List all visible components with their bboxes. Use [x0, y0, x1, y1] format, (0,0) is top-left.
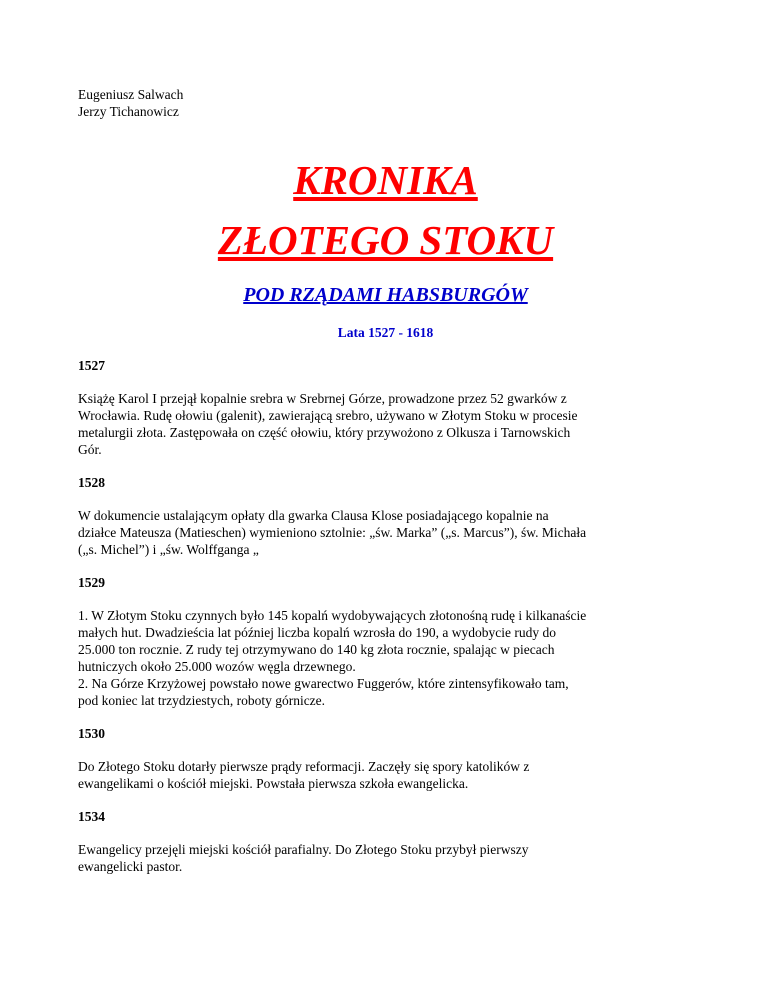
title-line-2: ZŁOTEGO STOKU: [217, 217, 554, 263]
author-name: Eugeniusz Salwach: [78, 87, 184, 102]
chronicle-entry: [78, 474, 693, 558]
entry-text: 1. W Złotym Stoku czynnych było 145 kopalń wydobywających złotonośną rudę i kilkanaście małych hut. Dwadzieścia lat później liczba kopalń wzrosła do 190, a wydobycie rudy do 25.000 ton rocznie. Z rudy tej otrzymywano do 140 kg złota rocznie, spalając w piecach hutniczych około 25.000 wozów węgla drzewnego. 2. Na Górze Krzyżowej powstało nowe gwarectwo Fuggerów, które zintensyfikowało tam, pod koniec lat trzydziestych, roboty górnicze.: [78, 608, 587, 708]
chronicle-entry: [78, 725, 693, 792]
entry-text: Do Złotego Stoku dotarły pierwsze prądy reformacji. Zaczęły się spory katolików z ewangelikami o kościół miejski. Powstała pierwsza szkoła ewangelicka.: [78, 759, 530, 791]
chronicle-entry: [78, 574, 693, 709]
chronicle-entry: [78, 357, 693, 458]
entry-year: 1534: [78, 809, 105, 824]
entry-year: 1528: [78, 475, 105, 490]
chronicle-entries: [78, 357, 693, 875]
subtitle: POD RZĄDAMI HABSBURGÓW: [243, 284, 528, 306]
document-page: [78, 86, 693, 891]
entry-year: 1527: [78, 358, 105, 373]
authors-block: [78, 86, 693, 120]
title-line-1: KRONIKA: [293, 157, 478, 203]
entry-year: 1529: [78, 575, 105, 590]
entry-text: Książę Karol I przejął kopalnie srebra w Srebrnej Górze, prowadzone przez 52 gwarków z Wrocławia. Rudę ołowiu (galenit), zawierającą srebro, używano w Złotym Stoku w procesie metalurgii złota. Zastępowała on część ołowiu, który przywożono z Olkusza i Tarnowskich Gór.: [78, 391, 578, 457]
entry-year: 1530: [78, 726, 105, 741]
chronicle-entry: [78, 808, 693, 875]
author-name: Jerzy Tichanowicz: [78, 104, 179, 119]
entry-text: W dokumencie ustalającym opłaty dla gwarka Clausa Klose posiadającego kopalnie na działce Mateusza (Matieschen) wymieniono sztolnie: „św. Marka” („s. Marcus”), św. Michała („s. Michel”) i „św. Wolffganga „: [78, 508, 587, 557]
entry-text: Ewangelicy przejęli miejski kościół parafialny. Do Złotego Stoku przybył pierwszy ewangelicki pastor.: [78, 842, 529, 874]
years-range: Lata 1527 - 1618: [337, 325, 434, 340]
